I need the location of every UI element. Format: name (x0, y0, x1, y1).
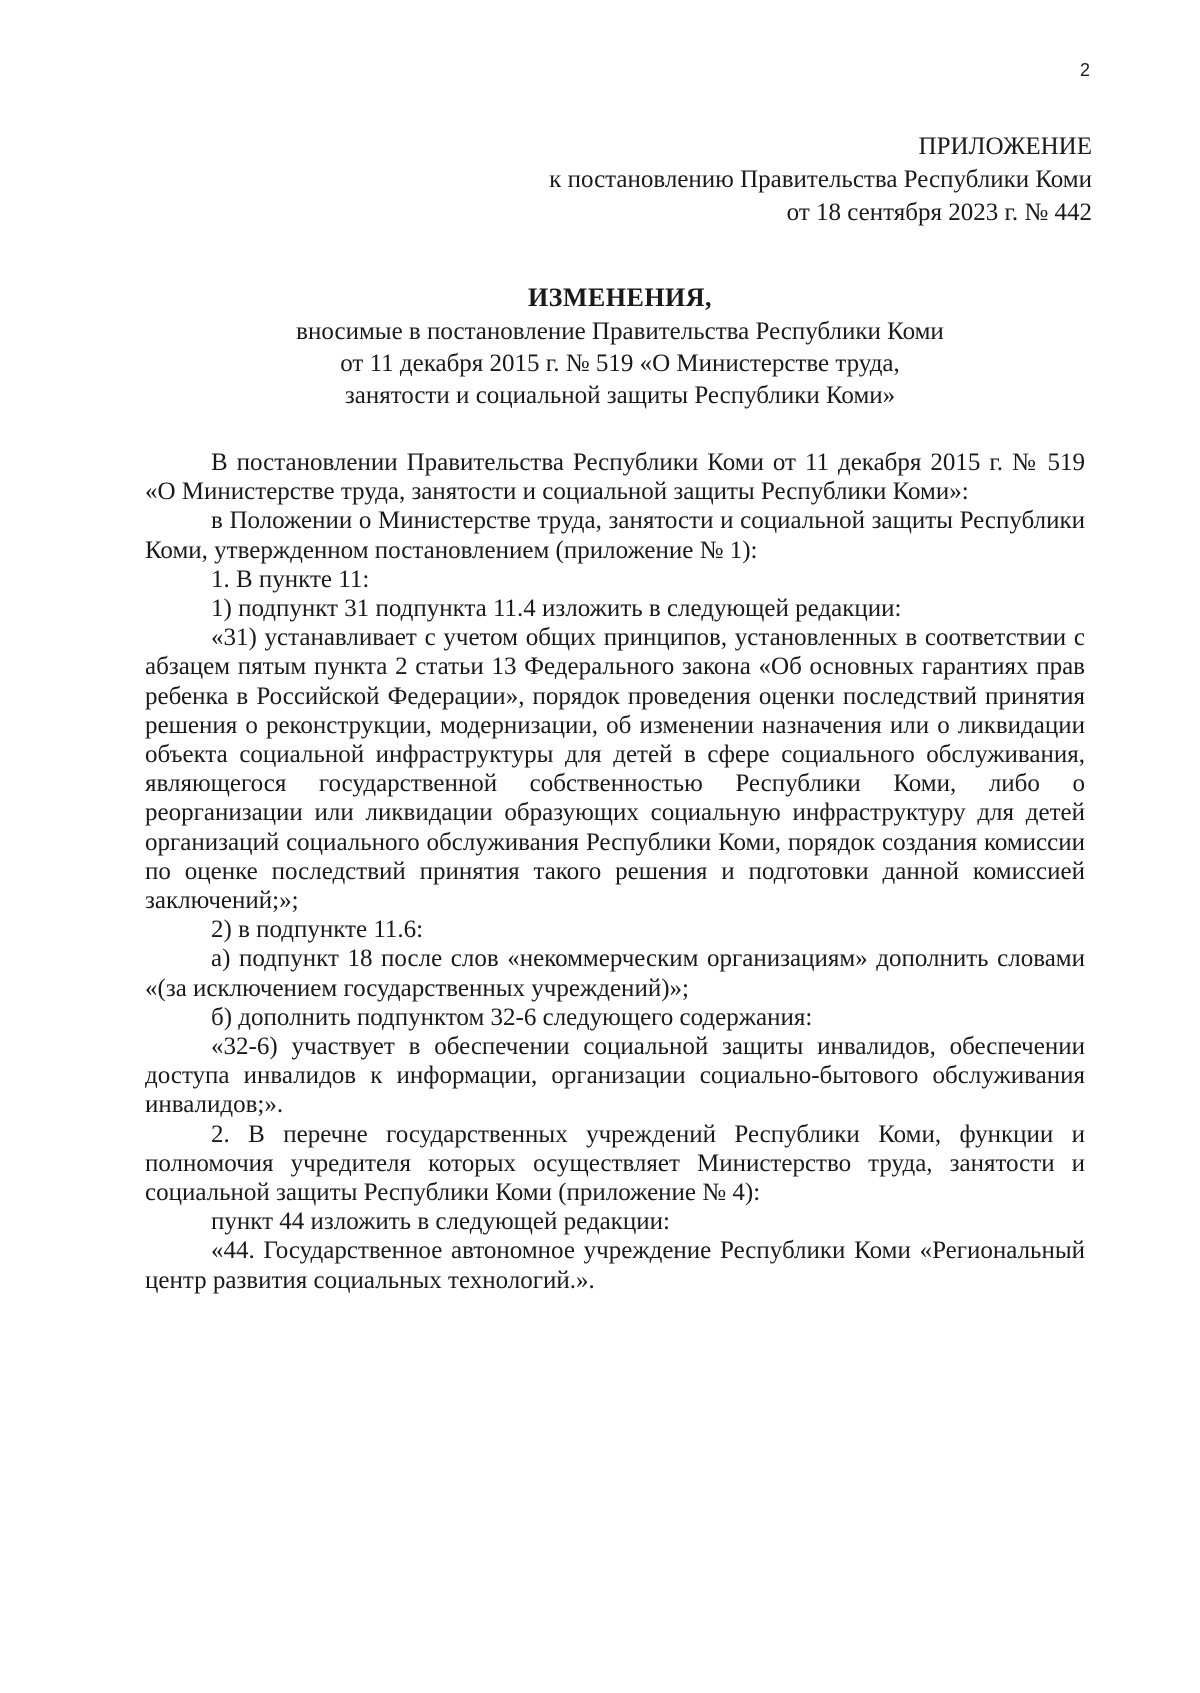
document-body (145, 448, 1085, 1295)
title-line-2: от 11 декабря 2015 г. № 519 «О Министерстве труда, (340, 350, 900, 377)
document-title-block (145, 282, 1095, 412)
paragraph: б) дополнить подпунктом 32-6 следующего содержания: (211, 1003, 813, 1031)
paragraph: в Положении о Министерстве труда, занятости и социальной защиты Республики Коми, утвержденном постановлением (приложение № 1): (145, 507, 1085, 564)
paragraph: пункт 44 изложить в следующей редакции: (211, 1208, 670, 1236)
appendix-reference: к постановлению Правительства Республики Коми (549, 166, 1092, 193)
page-number: 2 (1079, 60, 1090, 80)
title-line-1: вносимые в постановление Правительства Республики Коми (296, 318, 944, 345)
paragraph: «44. Государственное автономное учреждение Республики Коми «Региональный центр развития социальных технологий.». (145, 1237, 1085, 1294)
paragraph: 2. В перечне государственных учреждений Республики Коми, функции и полномочия учредителя которых осуществляет Министерство труда, занятости и социальной защиты Республики Коми (приложение № 4): (145, 1120, 1085, 1207)
title-line-3: занятости и социальной защиты Республики Коми» (344, 382, 896, 409)
paragraph: а) подпункт 18 после слов «некоммерческим организациям» дополнить словами «(за исключением государственных учреждений)»; (145, 945, 1085, 1002)
appendix-date: от 18 сентября 2023 г. № 442 (786, 199, 1092, 226)
appendix-title: ПРИЛОЖЕНИЕ (918, 133, 1092, 160)
paragraph: 1. В пункте 11: (211, 565, 370, 593)
paragraph: «31) устанавливает с учетом общих принципов, установленных в соответствии с абзацем пятым пункта 2 статьи 13 Федерального закона «Об основных гарантиях прав ребенка в Российской Федерации», порядок проведения оценки последствий принятия решения о реконструкции, модернизации, об изменении назначения или о ликвидации объекта социальной инфраструктуры для детей в сфере социального обслуживания, являющегося государственной собственностью Республики Коми, либо о реорганизации или ликвидации образующих социальную инфраструктуру для детей организаций социального обслуживания Республики Коми, порядок создания комиссии по оценке последствий принятия такого решения и подготовки данной комиссией заключений;»; (145, 624, 1085, 915)
paragraph: 1) подпункт 31 подпункта 11.4 изложить в следующей редакции: (211, 595, 902, 623)
document-heading: ИЗМЕНЕНИЯ, (527, 283, 713, 312)
appendix-block (549, 130, 1092, 229)
paragraph: «32-6) участвует в обеспечении социальной защиты инвалидов, обеспечении доступа инвалидов к информации, организации социально-бытового обслуживания инвалидов;». (145, 1033, 1085, 1119)
paragraph: 2) в подпункте 11.6: (211, 916, 424, 944)
paragraph: В постановлении Правительства Республики Коми от 11 декабря 2015 г. № 519 «О Министерстве труда, занятости и социальной защиты Республики Коми»: (145, 449, 1085, 506)
